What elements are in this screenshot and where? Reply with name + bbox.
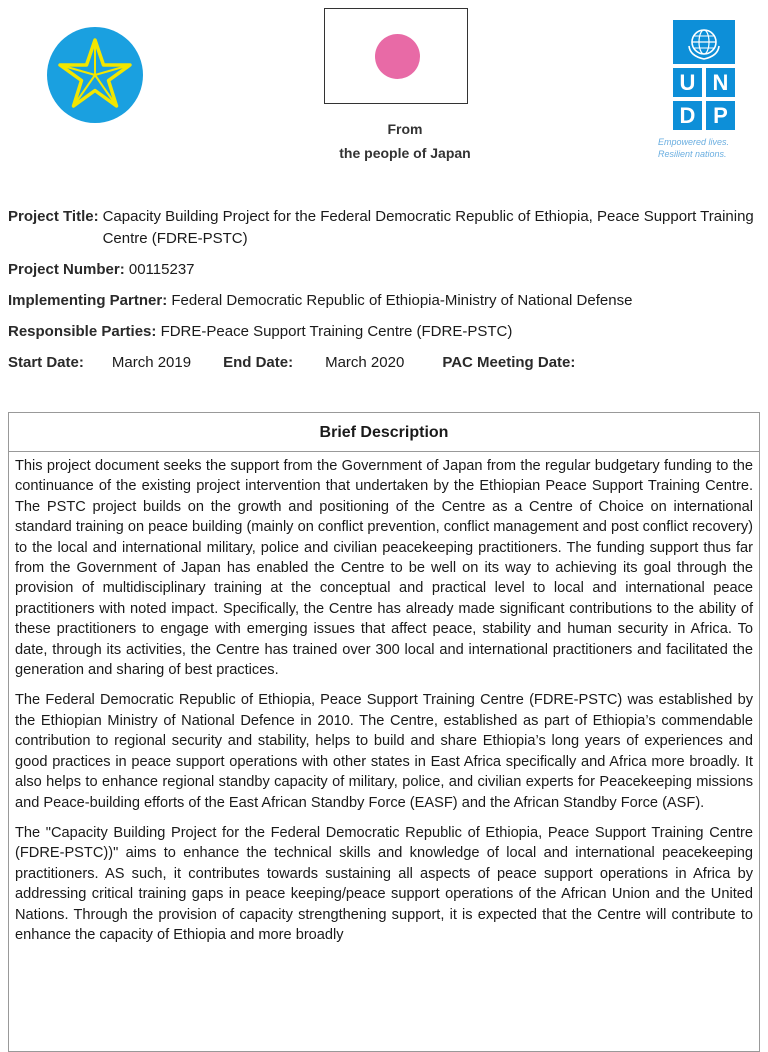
- responsible-parties-value: FDRE-Peace Support Training Centre (FDRE-PSTC): [160, 323, 513, 340]
- undp-tagline-1: Empowered lives.: [658, 137, 730, 147]
- dates-row: [8, 352, 766, 374]
- brief-description-heading: Brief Description: [9, 413, 759, 452]
- undp-letter-p: P: [706, 101, 735, 130]
- undp-letter-u: U: [673, 68, 702, 97]
- project-number-label: Project Number:: [8, 261, 125, 278]
- project-number-row: [8, 259, 766, 281]
- start-date-value: March 2019: [111, 354, 192, 371]
- un-globe-icon: [673, 20, 735, 64]
- project-title-value: Capacity Building Project for the Federal Democratic Republic of Ethiopia, Peace Support Training Centre (FDRE-PSTC): [102, 208, 754, 247]
- project-title-row: [8, 206, 766, 250]
- japan-flag-icon: [324, 8, 468, 104]
- brief-description-box: [8, 412, 760, 1052]
- undp-tagline-2: Resilient nations.: [658, 149, 727, 159]
- project-number-value: 00115237: [128, 261, 195, 278]
- end-date-label: End Date:: [223, 354, 294, 371]
- from-label: From: [387, 121, 423, 137]
- undp-letter-n: N: [706, 68, 735, 97]
- project-metadata: [8, 206, 766, 383]
- people-of-japan-label: the people of Japan: [339, 145, 471, 161]
- project-title-label: Project Title:: [8, 208, 99, 225]
- responsible-parties-row: [8, 321, 766, 343]
- start-date-label: Start Date:: [8, 354, 84, 371]
- end-date-value: March 2020: [325, 354, 405, 371]
- undp-tagline: [658, 136, 758, 160]
- implementing-partner-row: [8, 290, 766, 312]
- undp-logo: [673, 20, 735, 130]
- responsible-parties-label: Responsible Parties:: [8, 323, 157, 340]
- brief-description-body: [9, 452, 759, 945]
- implementing-partner-value: Federal Democratic Republic of Ethiopia-Ministry of National Defense: [171, 292, 633, 309]
- brief-paragraph-2: The Federal Democratic Republic of Ethiopia, Peace Support Training Centre (FDRE-PSTC) was established by the Ethiopian Ministry of National Defence in 2010. The Centre, established as part of Ethiopia’s commendable contribution to regional security and stability, helps to build and share Ethiopia’s long years of experiences and good practices in peace support operations with other states in East Africa specifically and Africa more broadly. It also helps to enhance regional standby capacity of military, police, and civilian experts for Peacekeeping missions and Peace-building efforts of the East African Standby Force (EASF) and the African Standby Force (ASF).: [15, 692, 753, 811]
- undp-letter-d: D: [673, 101, 702, 130]
- pac-meeting-date-label: PAC Meeting Date:: [442, 354, 576, 371]
- brief-paragraph-1: This project document seeks the support from the Government of Japan from the regular budgetary funding to the continuance of the existing project intervention that undertaken by the Ethiopian Peace Support Training Centre. The PSTC project builds on the growth and positioning of the Centre as a Centre of Choice on international standard training on peace building (mainly on conflict prevention, conflict management and post conflict recovery) to the local and international military, police and civilian peacekeeping practitioners. The funding support thus far from the Government of Japan has enabled the Centre to be well on its way to achieving its goal through the provision of multidisciplinary training at the conceptual and practical level to local and international peace practitioners with noted impact. Specifically, the Centre has already made significant contributions to the ability of these practitioners to engage with emerging issues that affect peace, stability and human security in Africa. To date, through its activities, the Centre has trained over 300 local and international practitioners and facilitated the generation and sharing of best practices.: [15, 458, 753, 679]
- japan-flag-disc: [375, 34, 420, 79]
- ethiopia-emblem-icon: [46, 26, 144, 124]
- implementing-partner-label: Implementing Partner:: [8, 292, 168, 309]
- brief-paragraph-3: The "Capacity Building Project for the Federal Democratic Republic of Ethiopia, Peace Support Training Centre (FDRE-PSTC))" aims to enhance the technical skills and knowledge of local and international peacekeeping practitioners. AS such, it contributes towards sustaining all aspects of peace support operations in Africa by addressing critical training gaps in peace keeping/peace support operations of the African Union and the United Nations. Through the provision of capacity strengthening support, it is expected that the Centre will contribute to enhance the capacity of Ethiopia and more broadly: [15, 824, 753, 943]
